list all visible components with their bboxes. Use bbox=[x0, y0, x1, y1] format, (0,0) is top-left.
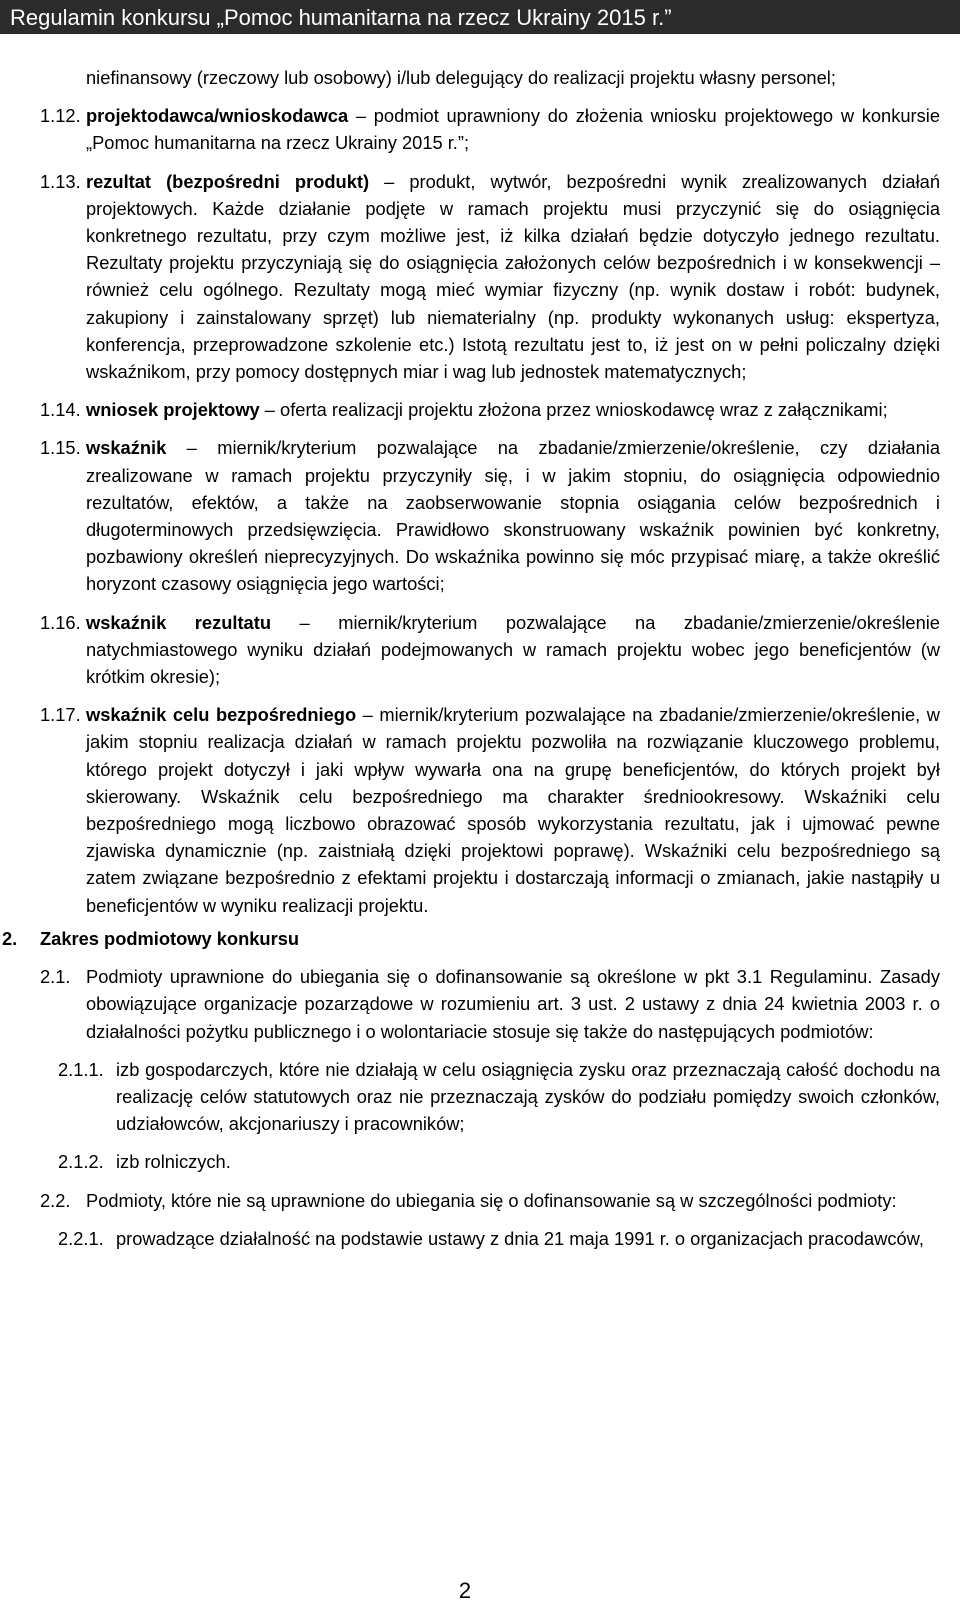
definition-text: – produkt, wytwór, bezpośredni wynik zrealizowanych działań projektowych. Każde działanie podjęte w ramach projektu musi przyczynić się do osiągnięcia konkretnego rezultatu, przy czym możliwe jest, iż kilka działań będzie dotyczyło jednego rezultatu. Rezultaty projektu przyczyniają się do osiągnięcia założonych celów bezpośrednich i w konsekwencji – również celu ogólnego. Rezultaty mogą mieć wymiar fizyczny (np. wynik dostaw i robót: budynek, zakupiony i zainstalowany sprzęt) lub niematerialny (np. produkty wykonanych usług: ekspertyza, konferencja, przeprowadzone szkolenie etc.) Istotą rezultatu jest to, iż jest on w pełni policzalny dzięki wskaźnikom, przy pomocy dostępnych miar i wag lub jednostek matematycznych; bbox=[86, 170, 940, 383]
defined-term: wskaźnik rezultatu bbox=[86, 611, 271, 633]
definition-1-16 bbox=[0, 609, 960, 691]
paragraph-text: prowadzące działalność na podstawie ustawy z dnia 21 maja 1991 r. o organizacjach pracodawców, bbox=[116, 1227, 924, 1249]
definition-1-13 bbox=[0, 168, 960, 386]
defined-term: projektodawca/wnioskodawca bbox=[86, 105, 349, 127]
definition-1-17 bbox=[0, 701, 960, 919]
definition-1-14 bbox=[0, 396, 960, 423]
definition-text: – oferta realizacji projektu złożona przez wnioskodawcę wraz z załącznikami; bbox=[259, 399, 888, 421]
item-number: 2.1.1. bbox=[58, 1058, 104, 1080]
document-body bbox=[0, 64, 960, 1252]
item-number: 1.17. bbox=[40, 704, 81, 726]
paragraph-2-1-2 bbox=[0, 1148, 960, 1175]
item-number: 1.14. bbox=[40, 399, 81, 421]
definition-1-15 bbox=[0, 434, 960, 597]
item-number: 1.16. bbox=[40, 611, 81, 633]
continuation-paragraph: niefinansowy (rzeczowy lub osobowy) i/lub delegujący do realizacji projektu własny personel; bbox=[86, 67, 836, 88]
definition-1-12 bbox=[0, 102, 960, 156]
definition-text: – miernik/kryterium pozwalające na zbadanie/zmierzenie/określenie, w jakim stopniu realizacja działań w ramach projektu pozwoliła na rozwiązanie kluczowego problemu, którego projekt dotyczył i jaki wpływ wywarła ona na grupę beneficjentów, do których projekt był skierowany. Wskaźnik celu bezpośredniego ma charakter średniookresowy. Wskaźniki celu bezpośredniego mogą liczbowo obrazować sposób wykorzystania rezultatu, jak i ujmować pewne zjawiska dynamicznie (np. zaistniałą dzięki projektowi poprawę). Wskaźniki celu bezpośredniego są zatem związane bezpośrednio z efektami projektu i dostarczają informacji o zmianach, jakie nastąpiły u beneficjentów w wyniku realizacji projektu. bbox=[86, 704, 941, 916]
definition-text: – podmiot uprawniony do złożenia wniosku projektowego w konkursie „Pomoc humanitarna na rzecz Ukrainy 2015 r.”; bbox=[86, 105, 940, 154]
item-number: 2.1. bbox=[40, 966, 71, 988]
section-number: 2. bbox=[2, 927, 18, 949]
defined-term: wniosek projektowy bbox=[86, 399, 260, 421]
item-number: 2.2. bbox=[40, 1189, 71, 1211]
paragraph-2-2-1 bbox=[0, 1225, 960, 1252]
paragraph-text: Podmioty, które nie są uprawnione do ubiegania się o dofinansowanie są w szczególności podmioty: bbox=[86, 1189, 897, 1211]
item-number: 1.12. bbox=[40, 105, 81, 127]
section-heading bbox=[0, 925, 960, 952]
paragraph-2-1-1 bbox=[0, 1056, 960, 1138]
item-number: 1.13. bbox=[40, 170, 81, 192]
item-number: 1.15. bbox=[40, 437, 81, 459]
definition-text: – miernik/kryterium pozwalające na zbadanie/zmierzenie/określenie natychmiastowego wyniku działań podejmowanych w ramach projektu wobec jego beneficjentów (w krótkim okresie); bbox=[86, 611, 940, 688]
page-header bbox=[0, 0, 960, 34]
paragraph-2-2 bbox=[0, 1187, 960, 1214]
paragraph-text: izb rolniczych. bbox=[116, 1151, 231, 1173]
item-number: 2.1.2. bbox=[58, 1151, 104, 1173]
definition-text: – miernik/kryterium pozwalające na zbadanie/zmierzenie/określenie, czy działania zrealizowane w ramach projektu przyczyniły się, i w jakim stopniu, do osiągnięcia odpowiednio rezultatów, efektów, a także na zaobserwowanie stopnia osiągania celów bezpośrednich i długoterminowych przedsięwzięcia. Prawidłowo skonstruowany wskaźnik powinien być konkretny, pozbawiony określeń nieprecyzyjnych. Do wskaźnika powinno się móc przypisać miarę, a także określić horyzont czasowy osiągnięcia jego wartości; bbox=[86, 437, 940, 595]
paragraph-text: izb gospodarczych, które nie działają w celu osiągnięcia zysku oraz przeznaczają całość dochodu na realizację celów statutowych oraz nie przeznaczają zysków do podziału pomiędzy swoich członków, udziałowców, akcjonariuszy i pracowników; bbox=[116, 1058, 940, 1135]
defined-term: rezultat (bezpośredni produkt) bbox=[86, 170, 370, 192]
section-title: Zakres podmiotowy konkursu bbox=[40, 927, 300, 949]
paragraph-2-1 bbox=[0, 963, 960, 1045]
defined-term: wskaźnik celu bezpośredniego bbox=[86, 704, 357, 726]
document-title: Regulamin konkursu „Pomoc humanitarna na rzecz Ukrainy 2015 r.” bbox=[10, 5, 672, 30]
defined-term: wskaźnik bbox=[86, 437, 167, 459]
page-number: 2 bbox=[458, 1578, 472, 1603]
item-number: 2.2.1. bbox=[58, 1227, 104, 1249]
paragraph-text: Podmioty uprawnione do ubiegania się o dofinansowanie są określone w pkt 3.1 Regulaminu. Zasady obowiązujące organizacje pozarządowe w rozumieniu art. 3 ust. 2 ustawy z dnia 24 kwietnia 2003 r. o działalności pożytku publicznego i o wolontariacie stosuje się także do następujących podmiotów: bbox=[86, 966, 940, 1042]
